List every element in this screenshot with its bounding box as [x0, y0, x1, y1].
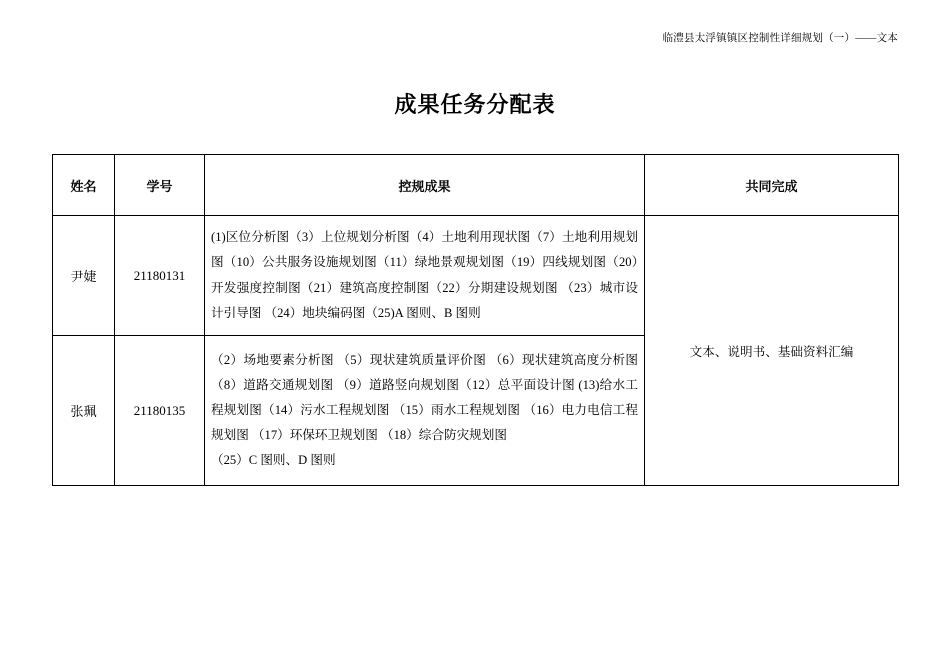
cell-name: 张珮	[53, 336, 115, 486]
page-title: 成果任务分配表	[394, 92, 556, 117]
table-header-row	[53, 155, 899, 216]
cell-result	[205, 336, 645, 486]
column-header-id: 学号	[115, 155, 205, 216]
column-header-shared: 共同完成	[645, 155, 899, 216]
cell-result: (1)区位分析图（3）上位规划分析图（4）土地利用现状图（7）土地利用规划图（10）公共服务设施规划图（11）绿地景观规划图（19）四线规划图（20）开发强度控制图（21）建筑高度控制图（22）分期建设规划图 （23）城市设计引导图 （24）地块编码图（25)A 图则、B 图则	[205, 216, 645, 336]
running-head: 临澧县太浮镇镇区控制性详细规划（一）——文本	[662, 33, 898, 44]
cell-student-id: 21180135	[115, 336, 205, 486]
result-line: （25）C 图则、D 图则	[211, 453, 336, 468]
page-header	[52, 0, 898, 54]
column-header-result: 控规成果	[205, 155, 645, 216]
task-assignment-table	[52, 154, 899, 486]
cell-shared: 文本、说明书、基础资料汇编	[645, 216, 899, 486]
column-header-name: 姓名	[53, 155, 115, 216]
table-row	[53, 216, 899, 336]
cell-name: 尹婕	[53, 216, 115, 336]
result-line: （2）场地要素分析图 （5）现状建筑质量评价图 （6）现状建筑高度分析图 （8）道路交通规划图 （9）道路竖向规划图（12）总平面设计图 (13)给水工程规划图（14）污水工程规划图 （15）雨水工程规划图 （16）电力电信工程规划图 （17）环保环卫规划图 （18）综合防灾规划图	[211, 352, 638, 443]
cell-student-id: 21180131	[115, 216, 205, 336]
